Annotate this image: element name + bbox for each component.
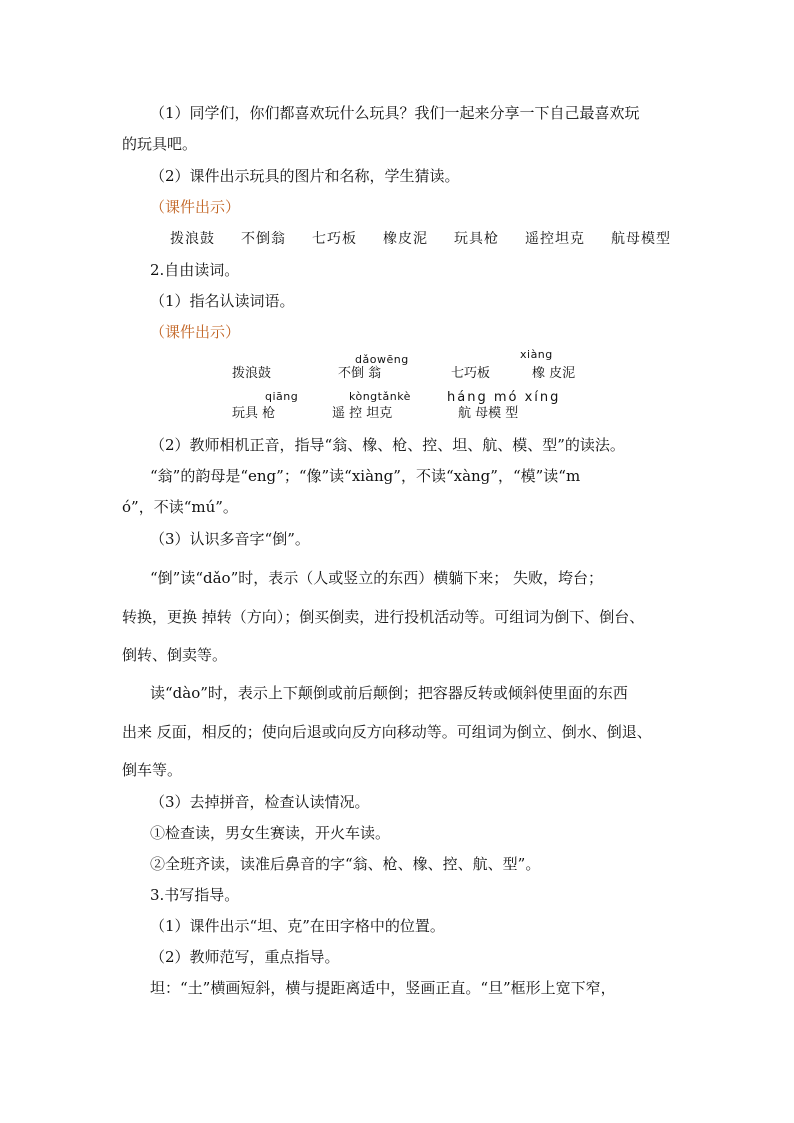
annotated-word: 拨浪鼓 <box>232 366 272 381</box>
word-item: 不倒翁 <box>241 231 286 247</box>
paragraph-line: 倒车等。 <box>122 761 183 779</box>
section-heading: 3.书写指导。 <box>150 886 240 904</box>
paragraph-line: （3）认识多音字“倒”。 <box>150 530 310 548</box>
paragraph-line: （3）去掉拼音，检查认读情况。 <box>150 793 370 811</box>
paragraph-line: （2）教师相机正音，指导“翁、橡、枪、控、坦、航、模、型”的读法。 <box>150 436 625 454</box>
pinyin-annotation: háng mó xíng <box>447 390 561 405</box>
paragraph-line: “翁”的韵母是“eng”；“像”读“xiàng”，不读“xàng”，“模”读“m <box>150 467 581 485</box>
annotated-word: 遥 控 坦克 <box>332 406 393 421</box>
paragraph-line: ó”，不读“mú”。 <box>122 498 238 516</box>
paragraph-line: ②全班齐读，读准后鼻音的字“翁、枪、橡、控、航、型”。 <box>150 855 541 873</box>
paragraph-line: （1）指名认读词语。 <box>150 292 295 310</box>
word-item: 玩具枪 <box>454 231 499 247</box>
word-item: 七巧板 <box>312 231 357 247</box>
pinyin-annotation: xiàng <box>520 348 553 361</box>
pinyin-annotation: dǎowēng <box>355 353 409 366</box>
paragraph-line: 的玩具吧。 <box>122 135 198 153</box>
paragraph-line: 转换，更换 掉转（方向）；倒买倒卖，进行投机活动等。可组词为倒下、倒台、 <box>122 608 645 626</box>
paragraph-line: 出来 反面，相反的；使向后退或向反方向移动等。可组词为倒立、倒水、倒退、 <box>122 723 652 741</box>
paragraph-line: “倒”读“dǎo”时，表示（人或竖立的东西）横躺下来； 失败，垮台； <box>150 569 604 587</box>
paragraph-line: 坦：“土”横画短斜，横与提距离适中，竖画正直。“旦”框形上宽下窄， <box>150 979 616 997</box>
paragraph-line: 倒转、倒卖等。 <box>122 646 228 664</box>
paragraph-line: （2）课件出示玩具的图片和名称，学生猜读。 <box>150 167 460 185</box>
paragraph-line: ①检查读，男女生赛读，开火车读。 <box>150 824 391 842</box>
annotated-word: 橡 皮泥 <box>532 366 576 381</box>
annotated-word: 玩具 枪 <box>232 406 276 421</box>
paragraph-line: （1）同学们，你们都喜欢玩什么玩具？我们一起来分享一下自己最喜欢玩 <box>150 104 640 122</box>
paragraph-line: 读“dào”时，表示上下颠倒或前后颠倒；把容器反转或倾斜使里面的东西 <box>150 684 628 702</box>
word-list <box>170 228 671 249</box>
paragraph-line: （2）教师范写，重点指导。 <box>150 948 340 966</box>
annotated-word: 航 母模 型 <box>458 406 519 421</box>
annotated-word: 不倒 翁 <box>338 366 382 381</box>
annotated-word: 七巧板 <box>451 366 491 381</box>
pinyin-annotation: qiāng <box>265 390 299 403</box>
word-item: 遥控坦克 <box>525 231 585 247</box>
paragraph-line: （1）课件出示“坦、克”在田字格中的位置。 <box>150 917 445 935</box>
courseware-label: （课件出示） <box>150 198 241 216</box>
section-heading: 2.自由读词。 <box>150 261 240 279</box>
word-item: 航母模型 <box>611 231 671 247</box>
pinyin-annotation: kòngtǎnkè <box>349 390 411 403</box>
word-item: 拨浪鼓 <box>170 231 215 247</box>
courseware-label: （课件出示） <box>150 323 241 341</box>
word-item: 橡皮泥 <box>383 231 428 247</box>
